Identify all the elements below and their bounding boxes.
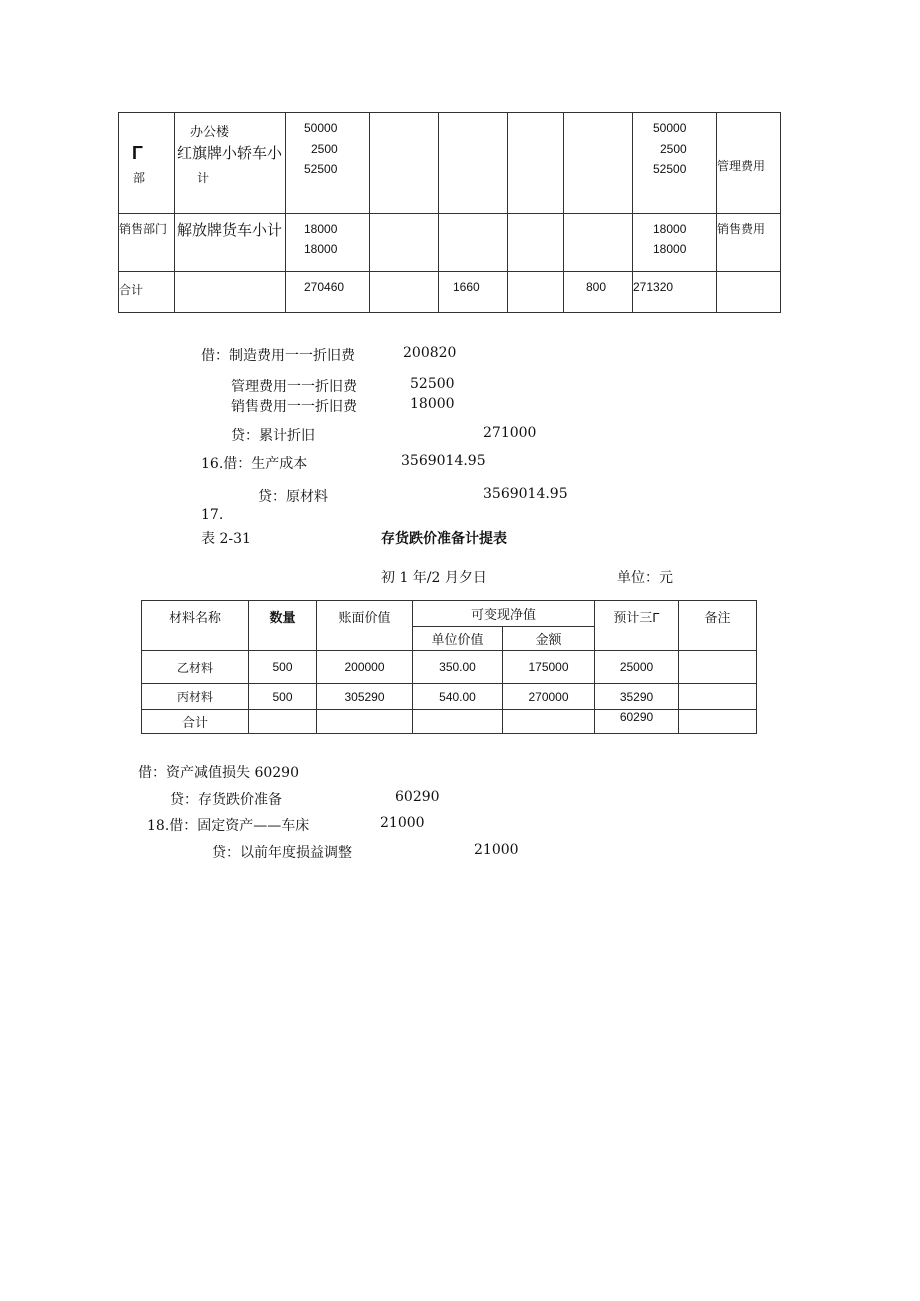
value-cell: [633, 214, 717, 272]
amount: 175000: [503, 651, 595, 684]
impairment-credit-amount: 60290: [395, 789, 440, 805]
note: 销售费用: [717, 222, 766, 236]
provision: 35290: [595, 684, 679, 710]
header-provision: 预计三Γ: [595, 601, 679, 651]
value-cell: [564, 272, 633, 313]
table-unit: 单位：元: [617, 570, 673, 586]
header-nrv: 可变现净值: [413, 601, 595, 627]
item-line: 办公楼: [190, 125, 230, 140]
entry18-debit-amount: 21000: [380, 815, 425, 831]
total-label: 合计: [142, 710, 249, 734]
dept-cell: [119, 113, 175, 214]
value: 18000: [653, 242, 687, 256]
unit-price: 540.00: [413, 684, 503, 710]
quantity: 500: [249, 651, 317, 684]
journal-debit-amount: 200820: [403, 345, 457, 361]
dept-mark: Γ: [132, 143, 143, 163]
journal-line-label: 管理费用一一折旧费: [231, 379, 357, 395]
material-name: 乙材料: [142, 651, 249, 684]
table-row: [142, 651, 757, 684]
table-row: [119, 214, 781, 272]
journal-line-label: 销售费用一一折旧费: [231, 399, 357, 415]
value: 50000: [304, 121, 338, 135]
provision: 25000: [595, 651, 679, 684]
entry16-credit-label: 贷：原材料: [258, 489, 328, 505]
value: 2500: [311, 142, 338, 156]
value-cell: [286, 214, 370, 272]
value: 18000: [304, 242, 338, 256]
journal-line-amount: 18000: [410, 396, 455, 412]
total-provision: 60290: [595, 710, 679, 734]
item-line: 红旗牌小轿车小: [177, 144, 283, 162]
entry16-debit-label: 16.借：生产成本: [201, 456, 308, 472]
value-cell: [439, 272, 508, 313]
unit-price: 350.00: [413, 651, 503, 684]
material-name: 丙材料: [142, 684, 249, 710]
journal-line-amount: 52500: [410, 376, 455, 392]
table-title: 存货跌价准备计提表: [381, 530, 507, 546]
entry18-credit-amount: 21000: [474, 842, 519, 858]
value: 800: [586, 280, 607, 294]
table-row: [142, 684, 757, 710]
value: 271320: [633, 280, 674, 294]
note-cell: [717, 113, 781, 214]
table-row: [119, 272, 781, 313]
total-label: 合计: [119, 283, 144, 297]
inventory-provision-table: [141, 600, 757, 734]
dept-label: 销售部门: [119, 222, 168, 236]
entry18-credit-label: 贷：以前年度损益调整: [212, 845, 352, 861]
book-value: 305290: [317, 684, 413, 710]
header-book-value: 账面价值: [317, 601, 413, 651]
item-cell: [175, 214, 286, 272]
entry16-debit-amount: 3569014.95: [401, 453, 486, 469]
entry18-debit-label: 18.借：固定资产——车床: [147, 818, 310, 834]
value: 50000: [653, 121, 687, 135]
value-cell: [286, 272, 370, 313]
note-cell: [717, 214, 781, 272]
impairment-credit-label: 贷：存货跌价准备: [170, 792, 282, 808]
amount: 270000: [503, 684, 595, 710]
item-line: 解放牌货车小计: [177, 221, 283, 239]
note: 管理费用: [717, 159, 766, 173]
value: 52500: [653, 162, 687, 176]
dept-label: 部: [133, 171, 146, 185]
value-cell: [286, 113, 370, 214]
header-amount: 金额: [503, 627, 595, 651]
quantity: 500: [249, 684, 317, 710]
book-value: 200000: [317, 651, 413, 684]
value: 1660: [453, 280, 480, 294]
header-unit-price: 单位价值: [413, 627, 503, 651]
item-line: 计: [197, 171, 210, 185]
value: 2500: [660, 142, 687, 156]
journal-debit-label: 借：制造费用一一折旧费: [201, 348, 355, 364]
header-qty: 数量: [249, 601, 317, 651]
table-date: 初 1 年/2 月夕日: [381, 570, 487, 586]
entry16-credit-amount: 3569014.95: [483, 486, 568, 502]
table-number: 表 2-31: [201, 531, 251, 547]
entry17-number: 17.: [201, 507, 224, 523]
item-cell: [175, 113, 286, 214]
header-name: 材料名称: [142, 601, 249, 651]
value: 18000: [304, 222, 338, 236]
depreciation-table: [118, 112, 781, 313]
journal-credit-label: 贷：累计折旧: [231, 428, 315, 444]
table-row: [119, 113, 781, 214]
impairment-debit: 借：资产减值损失 60290: [138, 765, 299, 781]
table-row: [142, 710, 757, 734]
journal-credit-amount: 271000: [483, 425, 537, 441]
value: 18000: [653, 222, 687, 236]
header-note: 备注: [679, 601, 757, 651]
value-cell: [633, 272, 717, 313]
value: 270460: [304, 280, 345, 294]
value: 52500: [304, 162, 338, 176]
dept-cell: [119, 214, 175, 272]
total-label-cell: [119, 272, 175, 313]
value-cell: [633, 113, 717, 214]
